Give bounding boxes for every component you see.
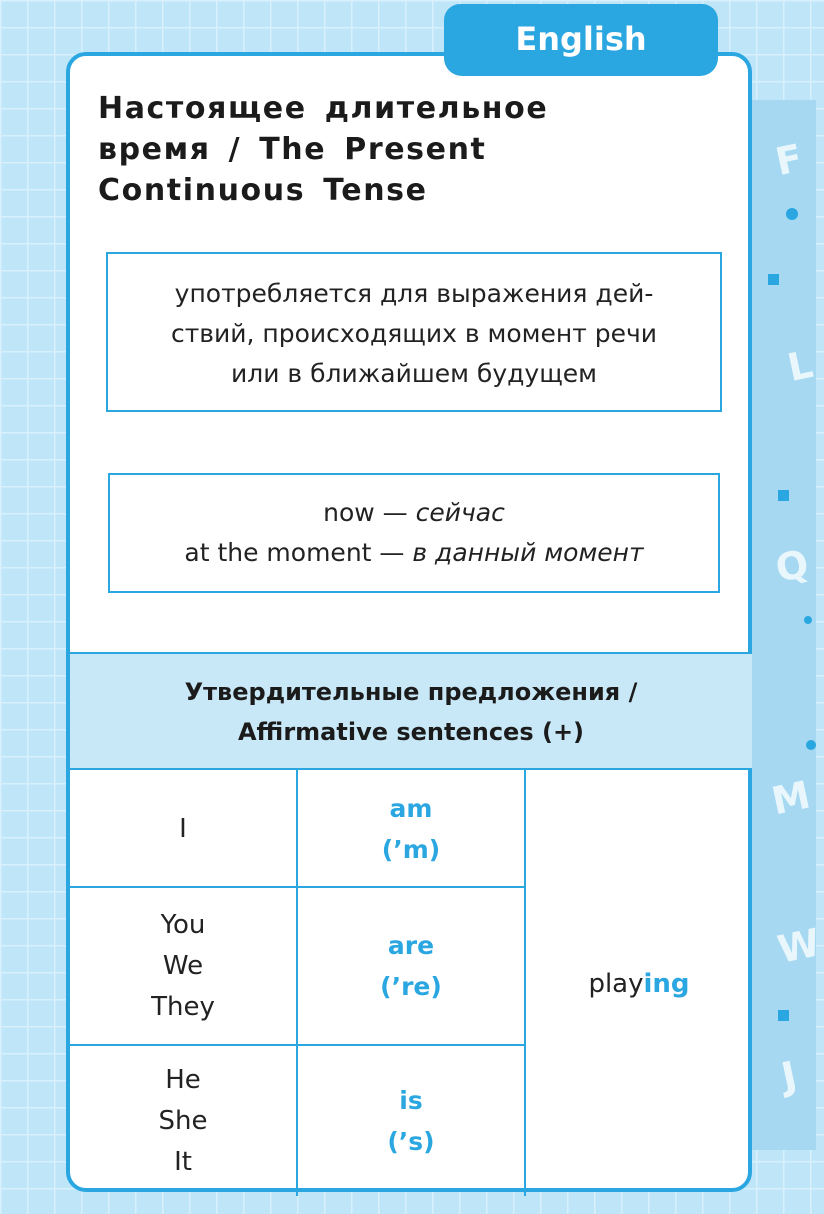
side-dot [778,1010,789,1021]
marker-dash: — [374,498,416,527]
marker-row [110,493,718,533]
tab-label: English [515,20,647,58]
auxiliary-cell [298,1046,524,1196]
side-dot [786,208,798,220]
time-markers-box [108,473,720,593]
decorative-side-strip [752,100,816,1150]
auxiliary-verb: am [389,794,433,823]
subject-cell [70,772,296,886]
subject-cell [70,1046,296,1196]
marker-ru: в данный момент [412,538,644,567]
marker-en: now [323,498,375,527]
subject-pronoun: You [160,909,206,940]
subject-pronoun: We [162,950,204,981]
auxiliary-short-form: (’s) [387,1127,435,1156]
marker-en: at the moment [184,538,372,567]
auxiliary-verb: is [399,1086,423,1115]
usage-line: употребляется для выражения дей- [174,279,654,308]
subject-pronoun: She [158,1105,208,1136]
auxiliary-verb: are [387,931,435,960]
side-letter: J [777,1053,801,1099]
side-letter: M [767,772,814,824]
usage-line: ствий, происходящих в момент речи [170,319,658,348]
auxiliary-cell [298,772,524,886]
heading-line: Affirmative sentences (+) [237,718,585,746]
title-line: Continuous Tense [98,173,428,208]
page-title [98,88,618,211]
subject-cell [70,888,296,1044]
heading-line: Утвердительные предложения / [184,678,638,706]
side-letter: L [783,341,817,391]
side-letter: Q [771,541,813,591]
usage-box [106,252,722,412]
main-verb-ending: ing [643,968,690,999]
side-dot [778,490,789,501]
title-line: Настоящее длительное [98,91,549,126]
subject-pronoun: He [165,1064,201,1095]
side-dot [804,616,812,624]
usage-line: или в ближайшем будущем [231,359,597,388]
side-dot [768,274,779,285]
side-dot [806,740,816,750]
subject-pronoun: They [151,991,215,1022]
grammar-card [66,52,752,1192]
subject-pronoun: I [179,813,187,844]
affirmative-heading [70,652,752,770]
marker-ru: сейчас [415,498,505,527]
subject-tab [444,4,718,76]
marker-dash: — [371,538,413,567]
side-letter: W [773,920,824,972]
main-verb-cell [526,772,752,1196]
auxiliary-short-form: (’re) [380,972,442,1001]
main-verb-stem: play [588,968,644,999]
auxiliary-short-form: (’m) [381,835,441,864]
subject-pronoun: It [174,1146,192,1177]
marker-row [110,533,718,573]
main-verb [588,964,689,1005]
side-letter: F [771,135,807,185]
title-line: время / The Present [98,132,487,167]
auxiliary-cell [298,888,524,1044]
